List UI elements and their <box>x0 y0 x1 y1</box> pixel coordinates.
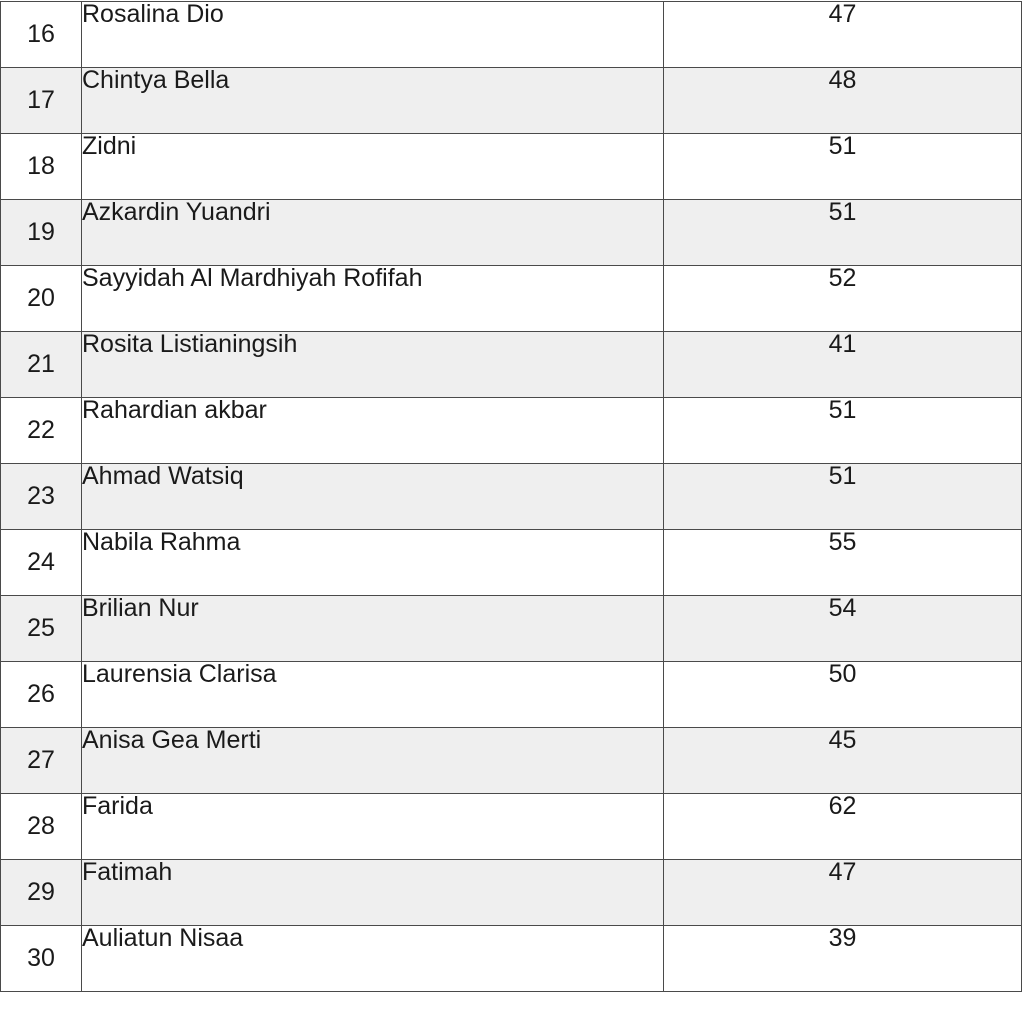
score-cell: 55 <box>664 530 1022 596</box>
table-row <box>1 200 1022 266</box>
score-table-sheet <box>0 1 1024 1019</box>
score-cell: 45 <box>664 728 1022 794</box>
row-number-cell: 21 <box>1 332 82 398</box>
table-row <box>1 926 1022 992</box>
score-cell: 62 <box>664 794 1022 860</box>
student-name-cell: Ahmad Watsiq <box>82 464 664 530</box>
student-name-cell: Chintya Bella <box>82 68 664 134</box>
score-cell: 47 <box>664 860 1022 926</box>
score-cell: 51 <box>664 200 1022 266</box>
student-name-cell: Fatimah <box>82 860 664 926</box>
student-name-cell: Sayyidah Al Mardhiyah Rofifah <box>82 266 664 332</box>
student-name-cell: Farida <box>82 794 664 860</box>
table-row <box>1 530 1022 596</box>
row-number-cell: 16 <box>1 2 82 68</box>
row-number-cell: 29 <box>1 860 82 926</box>
student-name-cell: Zidni <box>82 134 664 200</box>
table-row <box>1 464 1022 530</box>
table-row <box>1 596 1022 662</box>
student-name-cell: Rosalina Dio <box>82 2 664 68</box>
row-number-cell: 24 <box>1 530 82 596</box>
student-name-cell: Nabila Rahma <box>82 530 664 596</box>
student-name-cell: Anisa Gea Merti <box>82 728 664 794</box>
score-cell: 52 <box>664 266 1022 332</box>
table-row <box>1 266 1022 332</box>
score-cell: 51 <box>664 398 1022 464</box>
student-name-cell: Auliatun Nisaa <box>82 926 664 992</box>
table-row <box>1 332 1022 398</box>
row-number-cell: 20 <box>1 266 82 332</box>
student-name-cell: Brilian Nur <box>82 596 664 662</box>
row-number-cell: 19 <box>1 200 82 266</box>
student-name-cell: Rosita Listianingsih <box>82 332 664 398</box>
score-cell: 51 <box>664 464 1022 530</box>
table-row <box>1 2 1022 68</box>
row-number-cell: 26 <box>1 662 82 728</box>
row-number-cell: 28 <box>1 794 82 860</box>
score-cell: 41 <box>664 332 1022 398</box>
score-table-body <box>1 2 1022 992</box>
table-row <box>1 794 1022 860</box>
row-number-cell: 27 <box>1 728 82 794</box>
row-number-cell: 22 <box>1 398 82 464</box>
table-row <box>1 860 1022 926</box>
table-row <box>1 662 1022 728</box>
score-cell: 50 <box>664 662 1022 728</box>
student-name-cell: Laurensia Clarisa <box>82 662 664 728</box>
score-cell: 48 <box>664 68 1022 134</box>
row-number-cell: 25 <box>1 596 82 662</box>
row-number-cell: 17 <box>1 68 82 134</box>
table-row <box>1 134 1022 200</box>
score-cell: 51 <box>664 134 1022 200</box>
row-number-cell: 23 <box>1 464 82 530</box>
student-name-cell: Azkardin Yuandri <box>82 200 664 266</box>
student-name-cell: Rahardian akbar <box>82 398 664 464</box>
score-cell: 39 <box>664 926 1022 992</box>
score-table <box>0 1 1022 992</box>
row-number-cell: 30 <box>1 926 82 992</box>
table-row <box>1 728 1022 794</box>
score-cell: 54 <box>664 596 1022 662</box>
score-cell: 47 <box>664 2 1022 68</box>
table-row <box>1 68 1022 134</box>
table-row <box>1 398 1022 464</box>
row-number-cell: 18 <box>1 134 82 200</box>
